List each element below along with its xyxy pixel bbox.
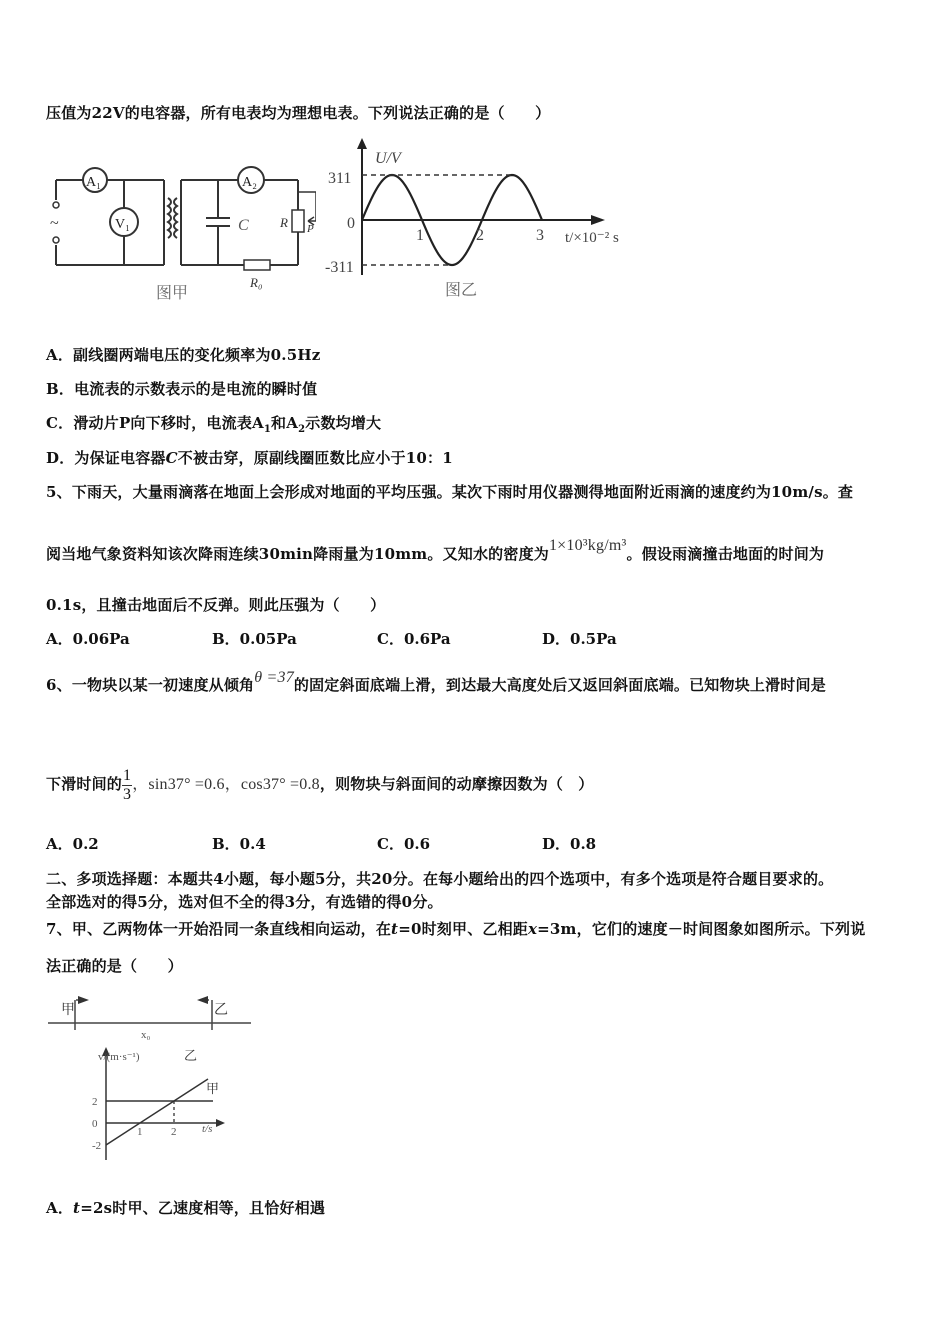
q6-option-c: C．0.6 [377, 835, 431, 853]
q5-option-b: B．0.05Pa [212, 630, 297, 648]
v-axis-label: v/(m·s⁻¹) [98, 1051, 140, 1063]
ammeter-a1-label: A₁ [86, 175, 101, 190]
motion-figure [46, 990, 261, 1170]
q6-line-2: 下滑时间的 $\frac{1}{3}$ ，sin37° =0.6，cos37° =0.8，则物块与斜面间的动摩擦因数为（ ） [46, 766, 594, 803]
q5-line-2: 阅当地气象资料知该次降雨连续30min降雨量为10mm。又知水的密度为1×10³kg/m³。假设雨滴撞击地面的时间为 [46, 537, 825, 563]
q5-option-a: A．0.06Pa [46, 630, 130, 648]
angle-value: θ =37 [254, 669, 294, 686]
ammeter-a2-label: A₂ [242, 175, 257, 190]
figure-jia-caption: 图甲 [156, 285, 189, 302]
voltmeter-v1-label: V₁ [115, 217, 130, 232]
t-axis-label: t/s [202, 1123, 213, 1135]
x-tick-3: 3 [536, 227, 544, 244]
series-yi-line [106, 1079, 208, 1145]
yi-marker: 乙 [214, 1003, 228, 1018]
line-yi-label: 乙 [184, 1048, 198, 1063]
q4-option-b: B．电流表的示数表示的是电流的瞬时值 [46, 380, 318, 398]
x-tick-1: 1 [416, 227, 424, 244]
q7-option-a: A．t=2s时甲、乙速度相等，且恰好相遇 [46, 1199, 326, 1217]
q6-option-a: A．0.2 [46, 835, 99, 853]
x0-label: x₀ [141, 1029, 151, 1041]
section2-line-2: 全部选对的得5分，选对但不全的得3分，有选错的得0分。 [46, 893, 443, 911]
x-axis-label: t/×10⁻² s [565, 230, 619, 246]
q5-option-c: C．0.6Pa [377, 630, 451, 648]
origin-label: 0 [347, 215, 355, 232]
y-max-label: 311 [328, 170, 352, 187]
q6-option-d: D．0.8 [542, 835, 597, 853]
resistor-r-label: R [280, 215, 288, 230]
q7-line-2: 法正确的是（ ） [46, 957, 183, 975]
v-tick-0: 0 [92, 1118, 98, 1130]
t-tick-2: 2 [171, 1126, 177, 1138]
q4-stem-tail: 压值为22V的电容器，所有电表均为理想电表。下列说法正确的是（ ） [46, 104, 551, 122]
y-min-label: -311 [325, 259, 354, 276]
capacitor-label: C [238, 217, 249, 234]
q6-option-b: B．0.4 [212, 835, 266, 853]
jia-marker: 甲 [61, 1003, 75, 1018]
ac-source-symbol: ~ [50, 215, 59, 232]
v-tick--2: -2 [92, 1140, 102, 1152]
q6-line-1: 6、一物块以某一初速度从倾角θ =37的固定斜面底端上滑，到达最大高度处后又返回斜面底端。已知物块上滑时间是 [46, 669, 826, 694]
circuit-figure-jia [46, 150, 316, 310]
slider-p-label: P [307, 223, 314, 235]
figure-yi-caption: 图乙 [445, 282, 478, 299]
q5-line-3: 0.1s，且撞击地面后不反弹。则此压强为（ ） [46, 596, 386, 614]
resistor-r0-label: R₀ [250, 275, 263, 290]
sine-wave-figure-yi [325, 135, 630, 305]
q5-option-d: D．0.5Pa [542, 630, 617, 648]
density-value: 1×10³kg/m³ [548, 537, 627, 554]
section2-line-1: 二、多项选择题：本题共4小题，每小题5分，共20分。在每小题给出的四个选项中，有多个选项是符合题目要求的。 [46, 870, 834, 888]
q4-option-d: D．为保证电容器C不被击穿，原副线圈匝数比应小于10：1 [46, 449, 453, 467]
q4-option-c: C．滑动片P向下移时，电流表$A_1$和$A_2$示数均增大 [46, 414, 382, 435]
q7-line-1: 7、甲、乙两物体一开始沿同一条直线相向运动，在t=0时刻甲、乙相距x=3m，它们的速度－时间图象如图所示。下列说 [46, 920, 866, 938]
x-tick-2: 2 [476, 227, 484, 244]
t-tick-1: 1 [137, 1126, 143, 1138]
v-tick-2: 2 [92, 1096, 98, 1108]
line-jia-label: 甲 [206, 1081, 220, 1096]
q5-line-1: 5、下雨天，大量雨滴落在地面上会形成对地面的平均压强。某次下雨时用仪器测得地面附近雨滴的速度约为10m/s。查 [46, 483, 854, 501]
y-axis-label: U/V [375, 150, 401, 167]
q4-option-a: A．副线圈两端电压的变化频率为0.5Hz [46, 346, 321, 364]
one-third-fraction: $\frac{1}{3}$ [123, 766, 132, 803]
